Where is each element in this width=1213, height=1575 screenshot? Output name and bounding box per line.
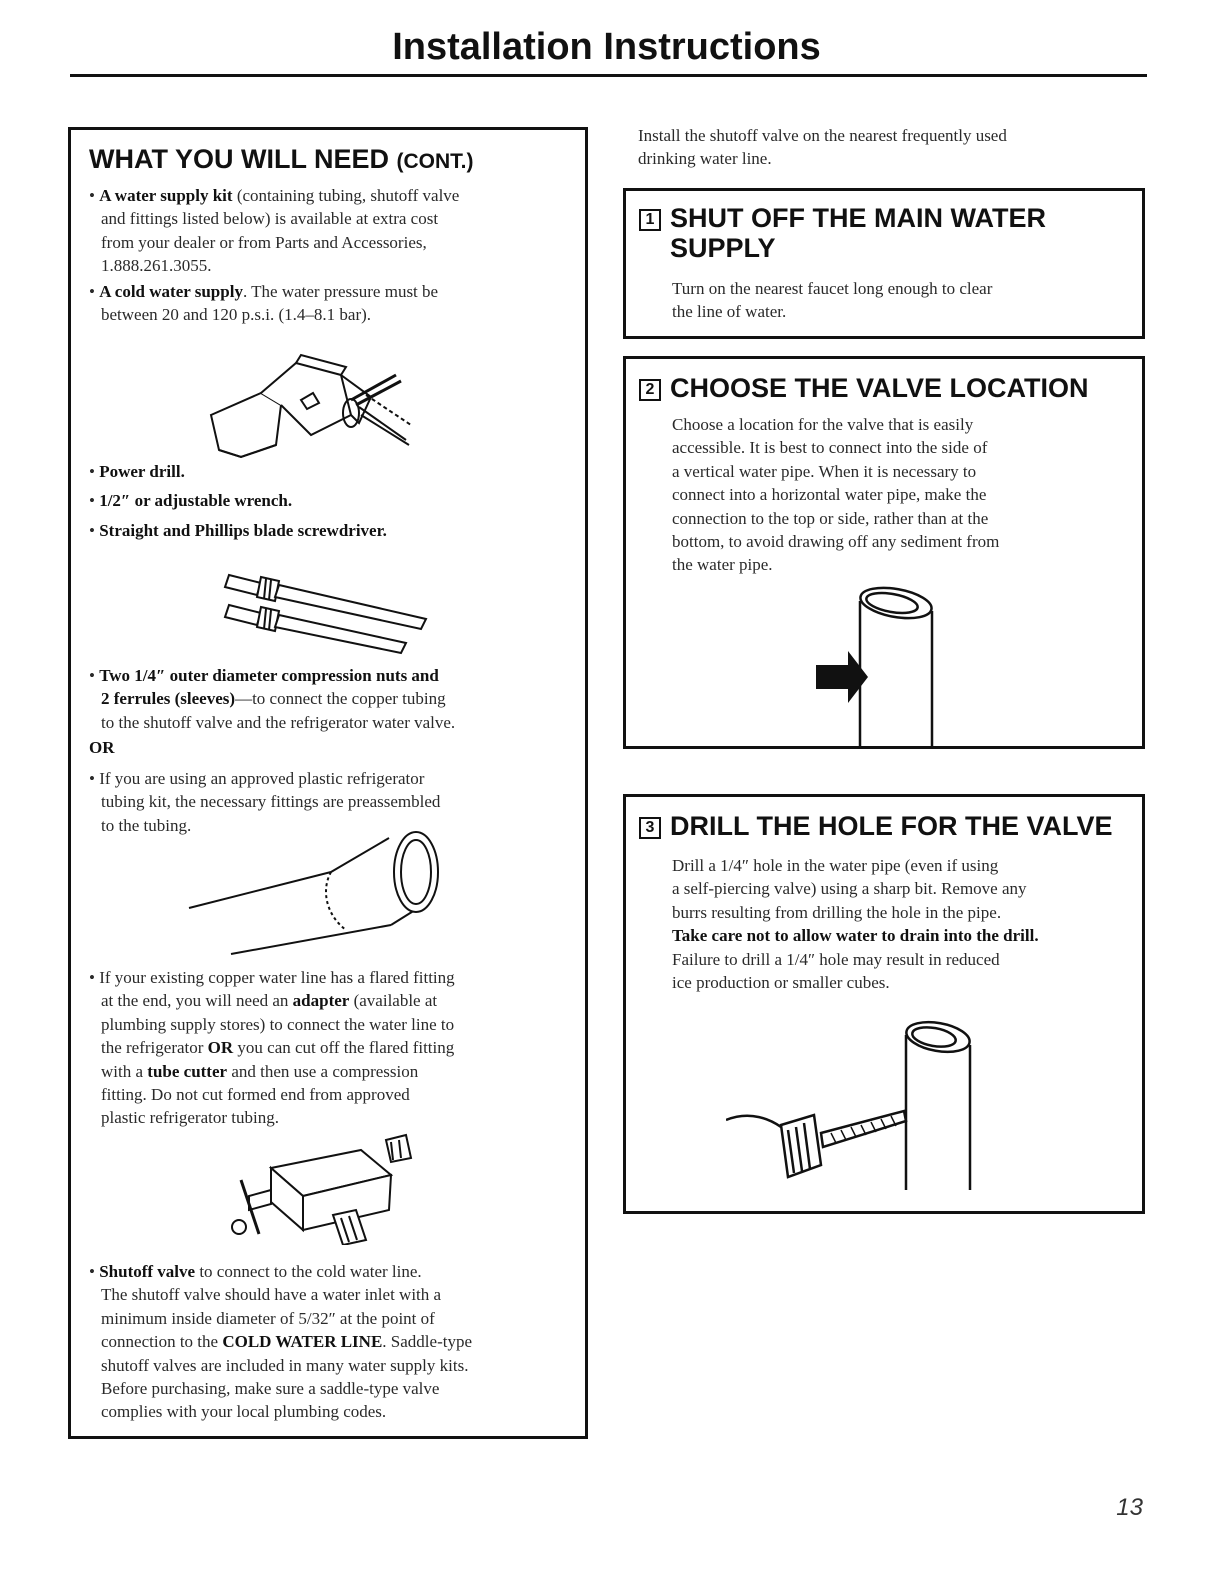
tools-list: • Power drill. • 1/2″ or adjustable wrench. • Straight and Phillips blade screwdriver.: [89, 462, 387, 540]
flared-line4c: you can cut off the flared fitting: [233, 1038, 455, 1058]
step-1-body: [672, 277, 992, 324]
shutoff-cold-water-bold: COLD WATER LINE: [222, 1332, 383, 1352]
step-3-heading: DRILL THE HOLE FOR THE VALVE: [670, 811, 1113, 841]
cold-water-bold: A cold water supply: [99, 282, 243, 301]
step-1-heading-line2: SUPPLY: [670, 233, 776, 263]
step-1-heading-line1: SHUT OFF THE MAIN WATER: [670, 203, 1046, 233]
shutoff-line6: Before purchasing, make sure a saddle-type valve: [101, 1379, 440, 1399]
page-title: Installation Instructions: [392, 26, 821, 68]
flared-adapter-bold: adapter: [292, 991, 350, 1011]
step-3-body: [672, 854, 1039, 994]
flared-line6: fitting. Do not cut formed end from approved: [101, 1085, 410, 1105]
tool-power-drill: Power drill.: [99, 462, 185, 481]
step-2-line2: accessible. It is best to connect into the side of: [672, 438, 988, 458]
flared-line2a: at the end, you will need an: [101, 991, 293, 1011]
plastic-line1: If you are using an approved plastic refrigerator: [99, 769, 425, 788]
shutoff-valve-item: • Shutoff valve to connect to the cold water line. The shutoff valve should have a water inlet with a minimum inside diameter of 5/32″ at the point of connection to the COLD WATER LINE. Saddle-type shutoff valves are included in many water supply kits. Before purchasing, make sure a saddle-type valve complies with your local plumbing codes.: [89, 1260, 472, 1424]
step-3-line2: a self-piercing valve) using a sharp bit. Remove any: [672, 879, 1027, 899]
step-2-heading: CHOOSE THE VALVE LOCATION: [670, 373, 1089, 403]
need-heading-text: WHAT YOU WILL NEED: [89, 144, 389, 174]
shutoff-line2: The shutoff valve should have a water inlet with a: [101, 1285, 442, 1305]
step-2-line1: Choose a location for the valve that is easily: [672, 415, 974, 434]
step-3-box: [623, 794, 1145, 1214]
water-kit-line3: from your dealer or from Parts and Accessories,: [101, 232, 427, 252]
step-3-line1: Drill a 1/4″ hole in the water pipe (even if using: [672, 856, 999, 875]
tool-screwdriver: Straight and Phillips blade screwdriver.: [99, 520, 387, 540]
shutoff-line5: shutoff valves are included in many water supply kits.: [101, 1355, 469, 1375]
cold-water-line1: . The water pressure must be: [242, 282, 439, 301]
shutoff-line3: minimum inside diameter of 5/32″ at the point of: [101, 1308, 435, 1328]
nuts-line3: to the shutoff valve and the refrigerator water valve.: [101, 712, 456, 732]
or-text: OR: [89, 738, 115, 757]
plastic-line2: tubing kit, the necessary fittings are preassembled: [101, 792, 441, 812]
step-2-line3: a vertical water pipe. When it is necessary to: [672, 461, 977, 481]
vertical-pipe-illustration: [806, 581, 946, 749]
title-rule: [70, 74, 1147, 77]
step-2-number: 2: [639, 379, 661, 401]
flared-or-bold: OR: [207, 1038, 234, 1058]
compression-nuts-illustration: [221, 555, 431, 655]
drill-into-pipe-illustration: [726, 1015, 986, 1195]
flared-line5c: and then use a compression: [227, 1061, 419, 1081]
or-label: [89, 736, 115, 759]
flared-line2c: (available at: [349, 991, 438, 1011]
step-3-number: 3: [639, 817, 661, 839]
nuts-line1: Two 1/4″ outer diameter compression nuts and: [99, 666, 439, 685]
nuts-line2-bold: 2 ferrules (sleeves): [101, 689, 236, 709]
flared-fitting-item: • If your existing copper water line has a flared fitting at the end, you will need an adapter (available at plumbing supply stores) to connect the water line to the refrigerator OR you can cut off the flared fitting with a tube cutter and then use a compression fitting. Do not cut formed end from approved plastic refrigerator tubing.: [89, 966, 455, 1130]
intro-text: [638, 124, 1007, 171]
step-1-box: [623, 188, 1145, 339]
nuts-line2-rest: —to connect the copper tubing: [235, 689, 446, 709]
cold-water-item: • A cold water supply. The water pressure must be between 20 and 120 p.s.i. (1.4–8.1 bar).: [89, 280, 438, 327]
flared-line7: plastic refrigerator tubing.: [101, 1108, 279, 1128]
step-2-line6: bottom, to avoid drawing off any sediment from: [672, 532, 1000, 552]
plastic-tubing-item: • If you are using an approved plastic refrigerator tubing kit, the necessary fittings are preassembled to the tubing.: [89, 767, 440, 837]
flared-line1: If your existing copper water line has a flared fitting: [99, 968, 455, 987]
water-kit-line2: and fittings listed below) is available at extra cost: [101, 209, 439, 229]
step-3-line3: burrs resulting from drilling the hole in the pipe.: [672, 902, 1002, 922]
flared-line3: plumbing supply stores) to connect the water line to: [101, 1014, 455, 1034]
flared-tubing-illustration: [181, 830, 451, 960]
water-kit-line1: (containing tubing, shutoff valve: [236, 186, 460, 205]
shutoff-valve-illustration: [211, 1130, 421, 1245]
flared-line4a: the refrigerator: [101, 1038, 208, 1058]
step-1-line1: Turn on the nearest faucet long enough to clear: [672, 279, 993, 298]
step-3-line6: ice production or smaller cubes.: [672, 973, 890, 993]
shutoff-bold: Shutoff valve: [99, 1262, 196, 1281]
water-kit-bold: A water supply kit: [99, 186, 233, 205]
step-1-number: 1: [639, 209, 661, 231]
intro-line1: Install the shutoff valve on the nearest frequently used: [638, 126, 1007, 145]
flared-line5a: with a: [101, 1061, 148, 1081]
step-2-line4: connect into a horizontal water pipe, make the: [672, 485, 987, 505]
flared-tube-cutter-bold: tube cutter: [147, 1061, 228, 1081]
cold-water-line2: between 20 and 120 p.s.i. (1.4–8.1 bar).: [101, 305, 372, 325]
step-2-box: [623, 356, 1145, 749]
tool-wrench: 1/2″ or adjustable wrench.: [99, 491, 293, 511]
step-2-line5: connection to the top or side, rather than at the: [672, 508, 989, 528]
plastic-line3: to the tubing.: [101, 815, 192, 835]
power-drill-illustration: [201, 345, 421, 470]
step-2-line7: the water pipe.: [672, 555, 773, 575]
shutoff-line7: complies with your local plumbing codes.: [101, 1402, 387, 1422]
step-1-heading: [670, 203, 1046, 263]
step-3-line5: Failure to drill a 1/4″ hole may result in reduced: [672, 949, 1000, 969]
need-heading: [89, 144, 474, 175]
step-3-warning: Take care not to allow water to drain into the drill.: [672, 926, 1039, 946]
shutoff-line4c: . Saddle-type: [382, 1332, 472, 1352]
shutoff-line4a: connection to the: [101, 1332, 223, 1352]
water-kit-line4: 1.888.261.3055.: [101, 256, 212, 276]
step-1-line2: the line of water.: [672, 302, 787, 322]
page-number: 13: [1116, 1494, 1143, 1521]
shutoff-line1: to connect to the cold water line.: [195, 1262, 422, 1281]
intro-line2: drinking water line.: [638, 149, 772, 169]
compression-nuts-item: • Two 1/4″ outer diameter compression nuts and 2 ferrules (sleeves)—to connect the copper tubing to the shutoff valve and the refrigerator water valve.: [89, 664, 455, 734]
need-heading-suffix: (CONT.): [396, 150, 474, 173]
step-2-body: [672, 413, 999, 577]
water-kit-item: • A water supply kit (containing tubing, shutoff valve and fittings listed below) is available at extra cost from your dealer or from Parts and Accessories, 1.888.261.3055.: [89, 184, 459, 278]
what-you-will-need-box: [68, 127, 588, 1439]
